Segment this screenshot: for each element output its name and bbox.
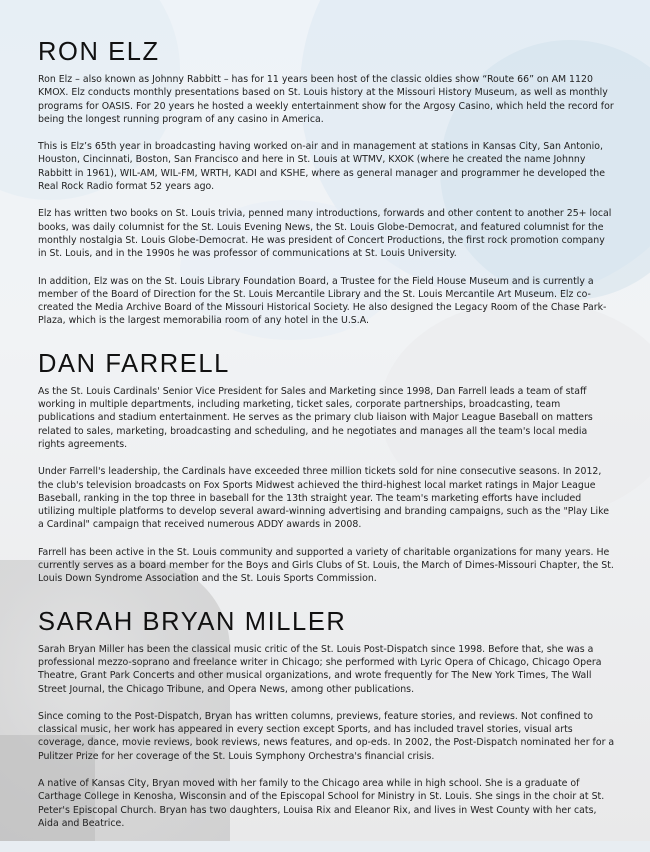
bio-paragraph: Under Farrell's leadership, the Cardinals have exceeded three million tickets sold for nine consecutive seasons. In 2012, the club's television broadcasts on Fox Sports Midwest achieved the third-highest local market ratings in Major League Baseball, ranking in the top three in baseball for the 13th straight year. The team's marketing efforts have included utilizing multiple platforms to develop several award-winning advertising and branding campaigns, such as the "Play Like a Cardinal" campaign that received numerous ADDY awards in 2008. bbox=[38, 466, 609, 531]
bio-paragraph: Ron Elz – also known as Johnny Rabbitt – has for 11 years been host of the classic oldies show “Route 66” on AM 1120 KMOX. Elz conducts monthly presentations based on St. Louis history at the Missouri History Museum, as well as monthly programs for OASIS. For 20 years he hosted a weekly entertainment show for the Argosy Casino, which held the record for being the longest running program of any casino in America. bbox=[38, 74, 614, 125]
bio-heading: SARAH BRYAN MILLER bbox=[38, 607, 347, 636]
bio-paragraph: As the St. Louis Cardinals' Senior Vice President for Sales and Marketing since 1998, Dan Farrell leads a team of staff working in multiple departments, including marketing, ticket sales, corporate partnerships, broadcasting, team publications and stadium entertainment. He serves as the primary club liaison with Major League Baseball on matters related to sales, marketing, broadcasting and scheduling, and he negotiates and manages all the team's local media rights agreements. bbox=[38, 385, 593, 450]
bio-heading: RON ELZ bbox=[38, 38, 160, 66]
bio-paragraph: Sarah Bryan Miller has been the classical music critic of the St. Louis Post-Dispatch since 1998. Before that, she was a professional mezzo-soprano and freelance writer in Chicago; she performed with Lyric Opera of Chicago, Chicago Opera Theatre, Grant Park Concerts and other musical organizations, and wrote frequently for The New York Times, The Wall Street Journal, the Chicago Tribune, and Opera News, among other publications. bbox=[38, 643, 602, 695]
bio-paragraph: Elz has written two books on St. Louis trivia, penned many introductions, forwards and other content to another 25+ local books, was daily columnist for the St. Louis Evening News, the St. Louis Globe-Democrat, and featured columnist for the monthly nostalgia St. Louis Globe-Democrat. He was president of Concert Productions, the first rock promotion company in St. Louis, and in the 1990s he was professor of communications at St. Louis University. bbox=[38, 208, 612, 260]
bio-heading: DAN FARRELL bbox=[38, 349, 230, 378]
bio-paragraph: Since coming to the Post-Dispatch, Bryan has written columns, previews, feature stories, and reviews. Not confined to classical music, her work has appeared in every section except Sports, and has included travel stories, visual arts coverage, dance, movie reviews, book reviews, news features, and op-eds. In 2002, the Post-Dispatch nominated her for a Pulitzer Prize for her coverage of the St. Louis Symphony Orchestra's financial crisis. bbox=[38, 710, 615, 762]
bio-section-dan-farrell bbox=[38, 350, 616, 586]
bio-content bbox=[38, 38, 616, 852]
bio-section-sarah-bryan-miller bbox=[38, 608, 616, 831]
bio-paragraph: In addition, Elz was on the St. Louis Library Foundation Board, a Trustee for the Field House Museum and is currently a member of the Board of Direction for the St. Louis Mercantile Library and the St. Louis Mercantile Art Museum. Elz co-created the Media Archive Board of the Missouri Historical Society. He also designed the Legacy Room of the Chase Park-Plaza, which is the largest memorabilia room of any hotel in the U.S.A. bbox=[38, 275, 607, 327]
bio-paragraph: Farrell has been active in the St. Louis community and supported a variety of charitable organizations for many years. He currently serves as a board member for the Boys and Girls Clubs of St. Louis, the March of Dimes-Missouri Chapter, the St. Louis Down Syndrome Association and the St. Louis Sports Commission. bbox=[38, 546, 614, 585]
bio-paragraph: A native of Kansas City, Bryan moved with her family to the Chicago area while in high school. She is a graduate of Carthage College in Kenosha, Wisconsin and of the Episcopal School for Ministry in St. Louis. She sings in the choir at St. Peter's Episcopal Church. Bryan has two daughters, Louisa Rix and Eleanor Rix, and lives in West County with her cats, Aida and Beatrice. bbox=[38, 777, 605, 829]
bio-paragraph: This is Elz’s 65th year in broadcasting having worked on-air and in management at stations in Kansas City, San Antonio, Houston, Cincinnati, Boston, San Francisco and here in St. Louis at WTMV, KXOK (where he created the name Johnny Rabbitt in 1961), WIL-AM, WIL-FM, WRTH, KADI and KSHE, where as general manager and programmer he developed the Real Rock Radio format 52 years ago. bbox=[38, 141, 605, 193]
bio-section-ron-elz bbox=[38, 38, 616, 328]
